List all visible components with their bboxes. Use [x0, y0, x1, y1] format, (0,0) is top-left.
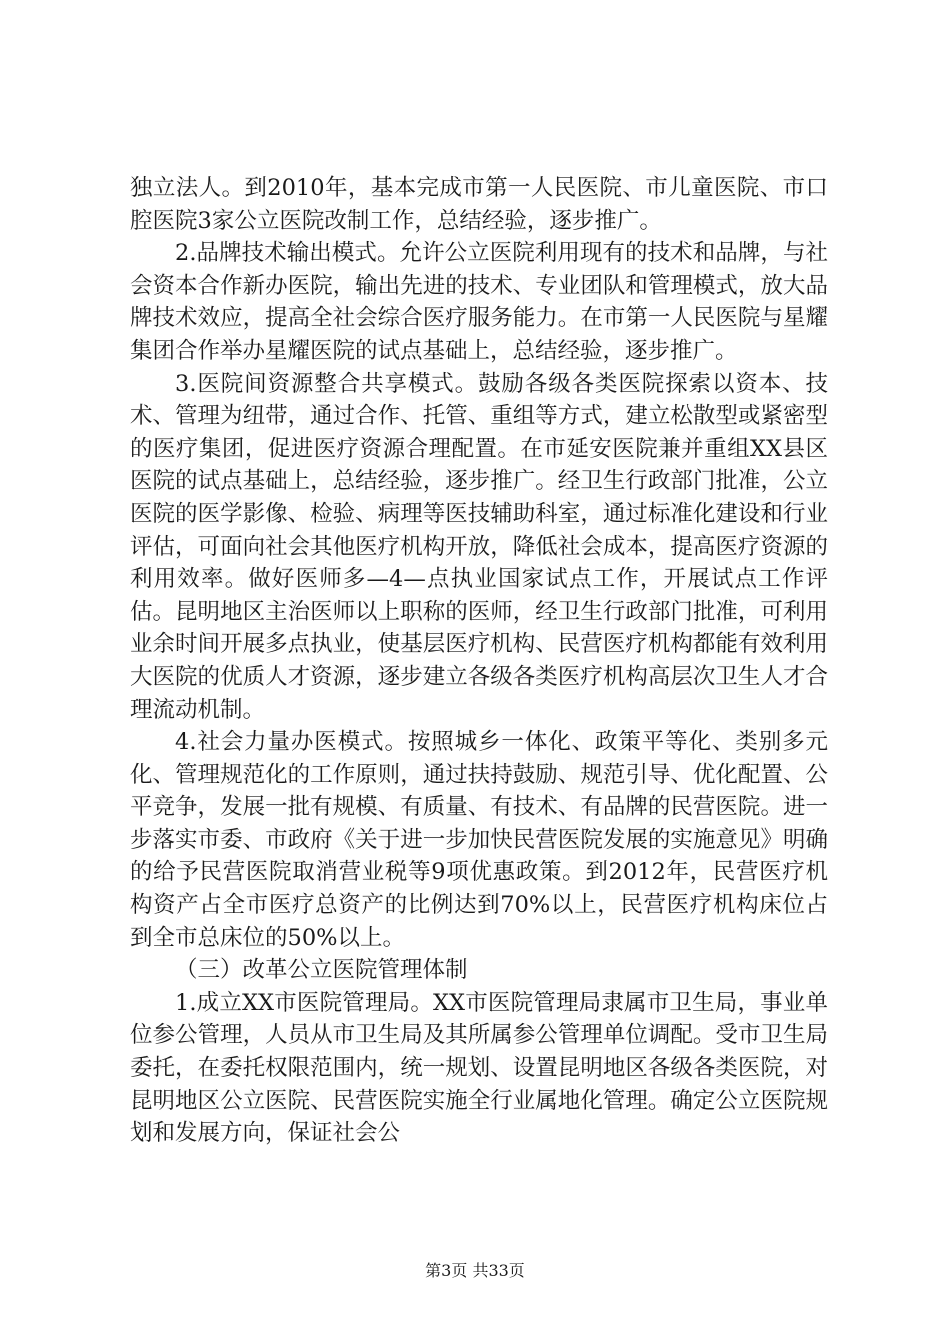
paragraph-resource-sharing: 3.医院间资源整合共享模式。鼓励各级各类医院探索以资本、技术、管理为纽带，通过合作、托管、重组等方式，建立松散型或紧密型的医疗集团，促进医疗资源合理配置。在市延安医院兼并重组XX县区医院的试点基础上，总结经验，逐步推广。经卫生行政部门批准，公立医院的医学影像、检验、病理等医技辅助科室，通过标准化建设和行业评估，可面向社会其他医疗机构开放，降低社会成本，提高医疗资源的利用效率。做好医师多—4—点执业国家试点工作，开展试点工作评估。昆明地区主治医师以上职称的医师，经卫生行政部门批准，可利用业余时间开展多点执业，使基层医疗机构、民营医疗机构都能有效利用大医院的优质人才资源，逐步建立各级各类医疗机构高层次卫生人才合理流动机制。 — [130, 370, 828, 723]
page-number-footer: 第3页 共33页 — [425, 1261, 525, 1280]
section-heading: （三）改革公立医院管理体制 — [175, 957, 468, 984]
paragraph-continuation: 独立法人。到2010年，基本完成市第一人民医院、市儿童医院、市口腔医院3家公立医院改制工作，总结经验，逐步推广。 — [130, 175, 828, 234]
paragraph-social-forces: 4.社会力量办医模式。按照城乡一体化、政策平等化、类别多元化、管理规范化的工作原则，通过扶持鼓励、规范引导、优化配置、公平竞争，发展一批有规模、有质量、有技术、有品牌的民营医院。进一步落实市委、市政府《关于进一步加快民营医院发展的实施意见》明确的给予民营医院取消营业税等9项优惠政策。到2012年，民营医疗机构资产占全市医疗总资产的比例达到70%以上，民营医疗机构床位占到全市总床位的50%以上。 — [130, 729, 828, 951]
paragraph-hospital-authority: 1.成立XX市医院管理局。XX市医院管理局隶属市卫生局，事业单位参公管理，人员从市卫生局及其所属参公管理单位调配。受市卫生局委托，在委托权限范围内，统一规划、设置昆明地区各级各类医院，对昆明地区公立医院、民营医院实施全行业属地化管理。确定公立医院规划和发展方向，保证社会公 — [130, 989, 828, 1147]
paragraph-brand-export: 2.品牌技术输出模式。允许公立医院利用现有的技术和品牌，与社会资本合作新办医院，输出先进的技术、专业团队和管理模式，放大品牌技术效应，提高全社会综合医疗服务能力。在市第一人民医院与星耀集团合作举办星耀医院的试点基础上，总结经验，逐步推广。 — [130, 240, 828, 364]
document-body — [130, 172, 828, 1150]
